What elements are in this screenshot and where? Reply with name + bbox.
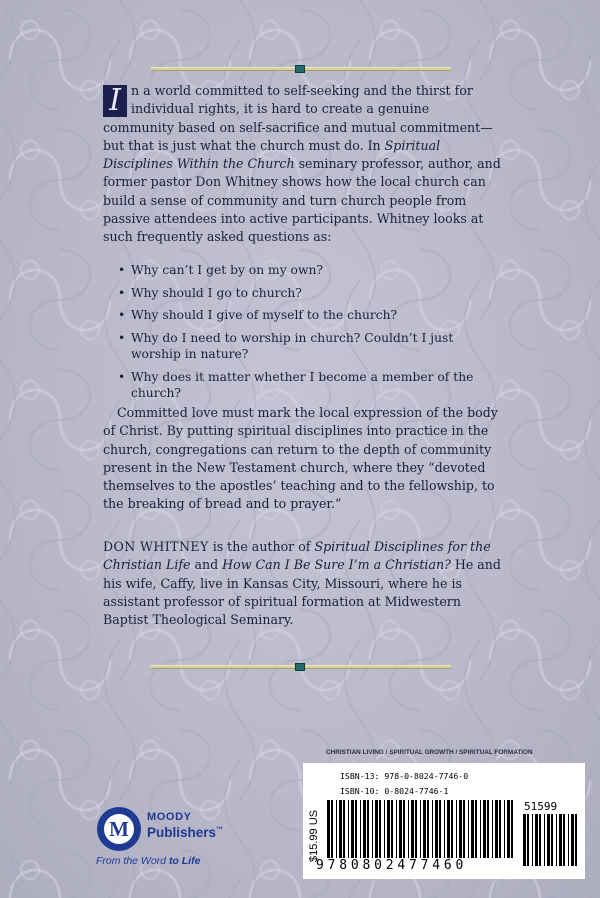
- author-name: DON WHITNEY: [103, 539, 209, 554]
- question-item: • Why should I give of myself to the church?: [118, 308, 398, 322]
- divider-gem: [295, 65, 305, 73]
- bullet-icon: •: [118, 285, 126, 300]
- question-item: • Why should I go to church?: [118, 285, 302, 300]
- author-book-1: Spiritual Disciplines for the Christian Life: [103, 539, 491, 573]
- moody-logo-icon: [96, 806, 142, 852]
- book-title: Spiritual Disciplines Within the Church: [103, 137, 441, 172]
- bullet-icon: •: [118, 330, 126, 345]
- bullet-icon: •: [118, 369, 126, 384]
- intro-text-2: seminary professor, author, and former pastor Don Whitney shows how the local church can build a sense of community and turn church people from passive attendees into active participants. Whitney looks at such frequently asked questions as:: [103, 156, 501, 245]
- drop-cap: I: [103, 85, 127, 117]
- ean-digits: 9780802477460: [316, 858, 468, 873]
- author-bio: DON WHITNEY is the author of Spiritual Disciplines for the Christian Life and How Can I Be Sure I’m a Christian? He and his wife, Caffy, live in Kansas City, Missouri, where he is assistant professor of spiritual formation at Midwestern Baptist Theological Seminary.: [103, 539, 501, 628]
- price-addon-code: 51599: [524, 800, 558, 813]
- publisher-name-publishers: Publishers™: [147, 825, 224, 840]
- bottom-divider: [151, 662, 451, 672]
- isbn-10: ISBN-10: 0-8024-7746-1: [340, 786, 449, 796]
- closing-paragraph: Committed love must mark the local expression of the body of Christ. By putting spiritual disciplines into practice in the church, congregations can return to the depth of community present in the New Testament church, where they “devoted themselves to the apostles’ teaching and to the fellowship, to the breaking of bread and to prayer.”: [103, 405, 498, 512]
- ean-barcode: [326, 800, 516, 858]
- question-item: • Why do I need to worship in church? Couldn’t I just worship in nature?: [118, 330, 454, 361]
- question-item: • Why can’t I get by on my own?: [118, 263, 323, 277]
- price-label: [306, 774, 320, 864]
- divider-gem: [295, 663, 305, 671]
- bullet-icon: •: [118, 308, 126, 322]
- price-addon-barcode: [522, 814, 578, 866]
- publisher-name-moody: MOODY: [147, 811, 192, 823]
- isbn-13: ISBN-13: 978-0-8024-7746-0: [340, 771, 469, 781]
- question-item: • Why does it matter whether I become a member of the church?: [118, 369, 474, 400]
- logo-letter: M: [109, 817, 129, 841]
- price-text: $15.99 US: [308, 810, 320, 862]
- author-book-2: How Can I Be Sure I’m a Christian?: [222, 557, 451, 573]
- intro-text-1: n a world committed to self-seeking and the thirst for individual rights, it is hard to create a genuine community based on self-sacrifice and mutual commitment—but that is just what the church must do. In: [103, 83, 493, 153]
- publisher-tagline: From the Word to Life: [96, 855, 201, 867]
- top-divider: [151, 64, 451, 74]
- questions-list: [118, 262, 498, 408]
- intro-paragraph: [103, 82, 503, 247]
- category-line: CHRISTIAN LIVING / SPIRITUAL GROWTH / SPIRITUAL FORMATION: [326, 749, 533, 756]
- bullet-icon: •: [118, 263, 126, 277]
